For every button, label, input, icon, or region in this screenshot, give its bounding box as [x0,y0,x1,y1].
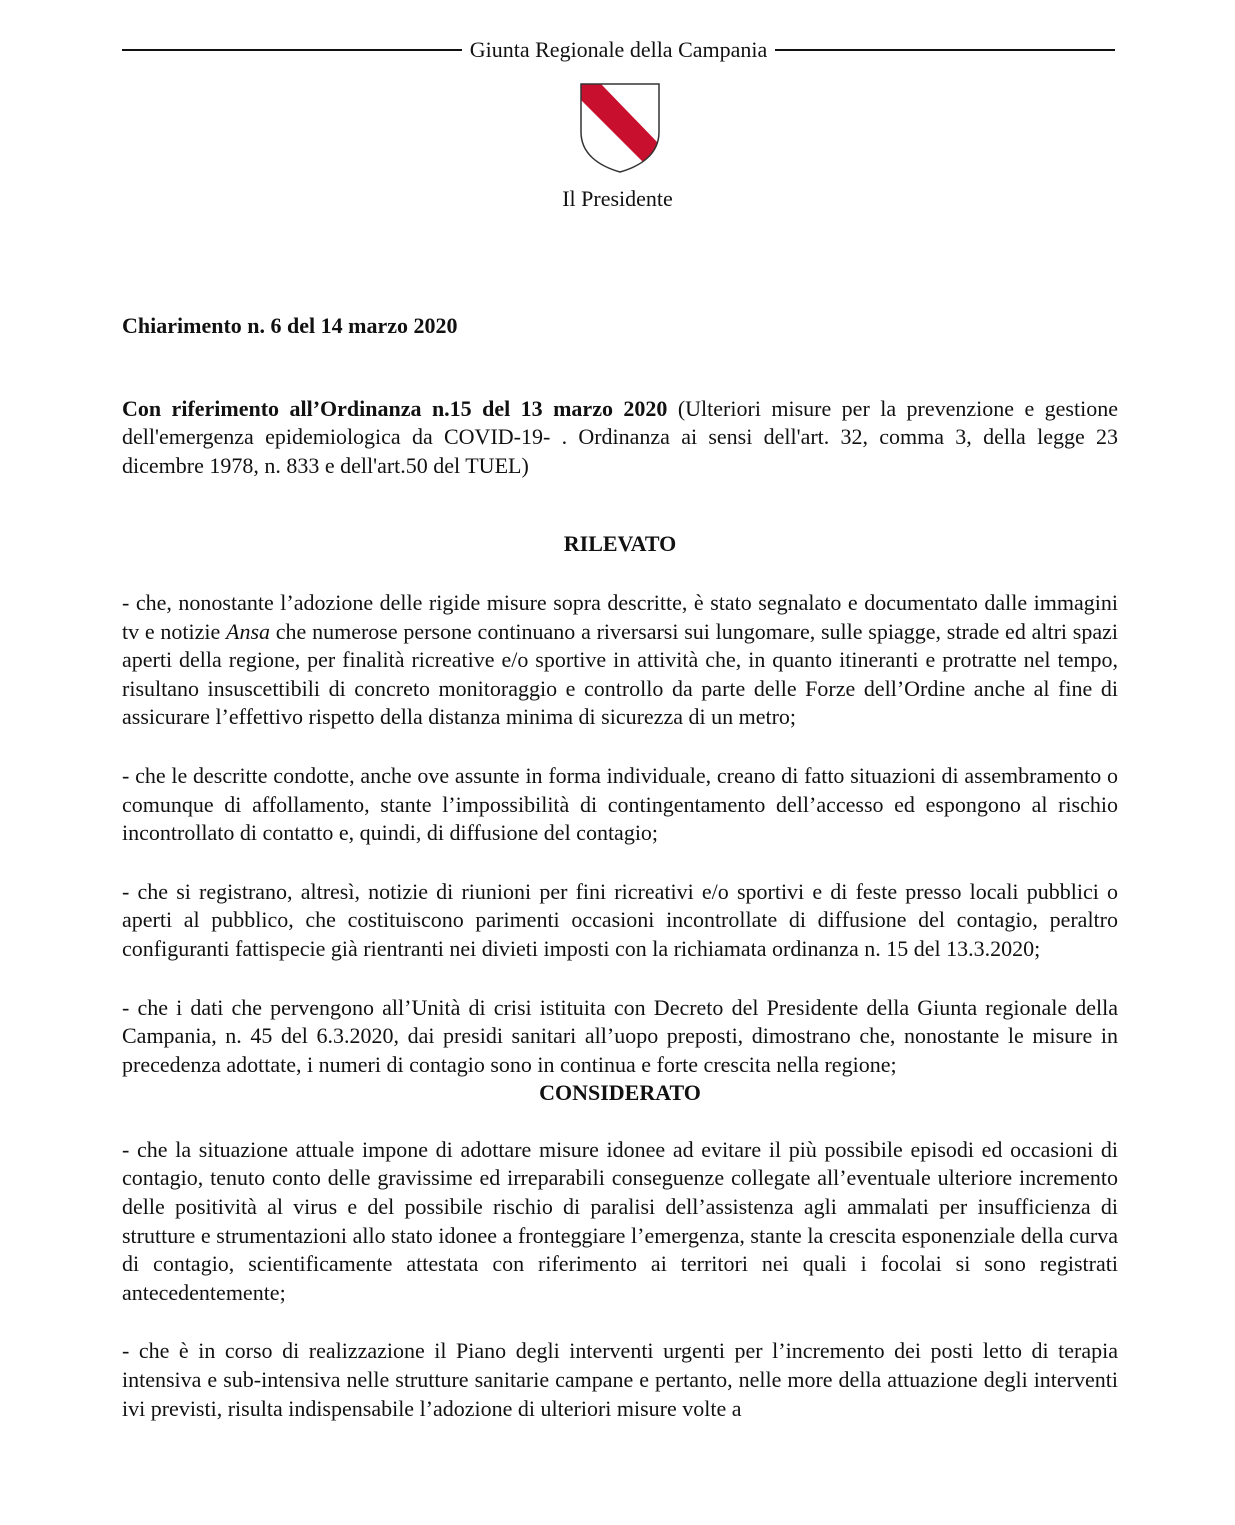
heading-rilevato: RILEVATO [563,531,677,557]
reference-ordinance: Con riferimento all’Ordinanza n.15 del 13 marzo 2020 [122,395,668,421]
document-number: Chiarimento n. 6 del 14 marzo 2020 [122,313,458,338]
document-body [122,312,1118,1453]
rilevato-paragraph-3: - che si registrano, altresì, notizie di riunioni per fini ricreativi e/o sportivi e di feste presso locali pubblici o aperti al pubblico, che costituiscono parimenti occasioni incontrollate di diffusione del contagio, peraltro configuranti fattispecie già rientranti nei divieti imposti con la richiamata ordinanza n. 15 del 13.3.2020; [122,878,1118,961]
letterhead-rule-right [775,49,1115,51]
considerato-paragraph-2: - che è in corso di realizzazione il Piano degli interventi urgenti per l’incremento dei posti letto di terapia intensiva e sub-intensiva nelle strutture sanitarie campane e pertanto, nelle more della attuazione degli interventi ivi previsti, risulta indispensabile l’adozione di ulteriori misure volte a [122,1338,1118,1421]
considerato-paragraph-1: - che la situazione attuale impone di adottare misure idonee ad evitare il più possibile episodi ed occasioni di contagio, tenuto conto delle gravissime ed irreparabili conseguenze collegate all’eventuale ulteriore incremento delle positività al virus e del possibile rischio di paralisi dell’assistenza agli ammalati per insufficienza di strutture e strumentazioni allo stato idonee a fronteggiare l’emergenza, stante la crescita esponenziale della curva di contagio, scientificamente attestata con riferimento ai territori nei quali i focolai si sono registrati antecedentemente; [122,1136,1118,1305]
heading-considerato: CONSIDERATO [539,1080,701,1106]
letterhead-title: Giunta Regionale della Campania [469,37,768,62]
rilevato-paragraph-2: - che le descritte condotte, anche ove assunte in forma individuale, creano di fatto situazioni di assembramento o comunque di affollamento, stante l’impossibilità di contingentamento dell’accesso ed espongono al rischio incontrollato di contatto e, quindi, di diffusione del contagio; [122,762,1118,846]
letterhead-rule-left [122,49,462,51]
rilevato-paragraph-4: - che i dati che pervengono all’Unità di crisi istituita con Decreto del Presidente della Giunta regionale della Campania, n. 45 del 6.3.2020, dai presidi sanitari all’uopo preposti, dimostrano che, nonostante le misure in precedenza adottate, i numeri di contagio sono in continua e forte crescita nella regione; [122,994,1118,1077]
rilevato-p1-ansa: Ansa [226,618,271,644]
reference-paragraph [122,395,1118,481]
signatory-title: Il Presidente [562,186,673,211]
rilevato-p1-text-b: che numerose persone continuano a riversarsi sui lungomare, sulle spiagge, strade ed altri spazi aperti della regione, per finalità ricreative e/o sportive in attività che, in quanto itineranti e protratte nel tempo, risultano insuscettibili di concreto monitoraggio e controllo da parte delle Forze dell’Ordine anche al fine di assicurare l’effettivo rispetto della distanza minima di sicurezza di un metro; [122,618,1118,730]
rilevato-paragraph-1 [122,589,1118,732]
campania-coat-of-arms-icon [575,80,665,176]
letterhead [122,30,1115,70]
rilevato-p1-text-a: - che, nonostante l’adozione delle rigide misure sopra descritte, è stato segnalato e documentato dalle immagini tv e notizie [122,589,1118,644]
reference-description: (Ulteriori misure per la prevenzione e gestione dell'emergenza epidemiologica da COVID-19- . Ordinanza ai sensi dell'art. 32, comma 3, della legge 23 dicembre 1978, n. 833 e dell'art.50 del TUEL) [122,395,1118,478]
